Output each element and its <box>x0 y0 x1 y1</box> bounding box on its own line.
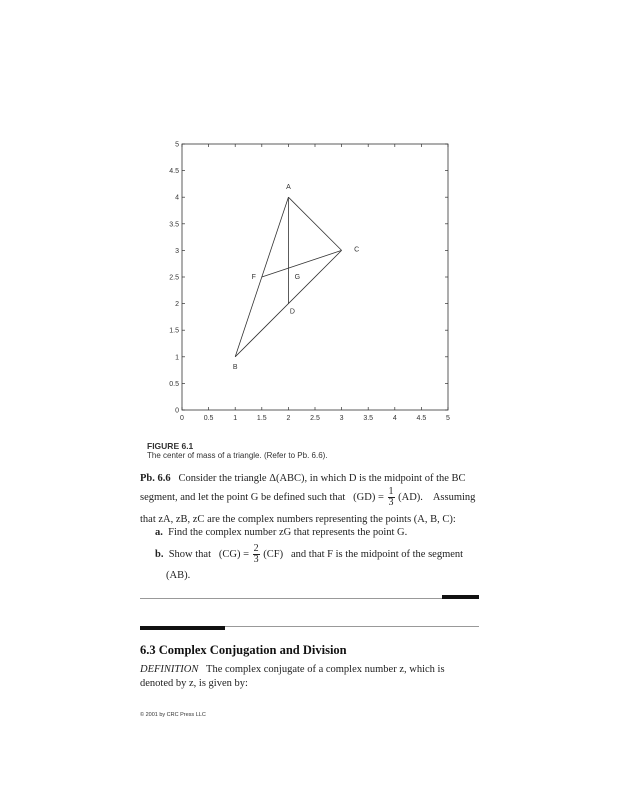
eq2-numerator: 2 <box>253 543 259 554</box>
problem-line-1 <box>140 473 466 484</box>
equation-gd <box>353 486 425 508</box>
x-tick-label: 5 <box>446 415 450 422</box>
eq2-denominator: 3 <box>253 554 259 565</box>
x-tick-label: 1 <box>233 415 238 422</box>
equation-cg <box>218 543 286 565</box>
part-b-pre: Show that <box>168 548 212 560</box>
x-tick-label: 2.5 <box>310 415 320 422</box>
point-labels <box>233 184 359 371</box>
section-rule-thick <box>140 626 225 630</box>
figure-label: FIGURE 6.1 <box>147 441 194 451</box>
problem-line1-text: Consider the triangle Δ(ABC), in which D is the midpoint of the BC <box>178 473 466 484</box>
end-rule-thick <box>442 595 479 599</box>
x-tick-label: 2 <box>286 415 291 422</box>
x-tick-label: 4 <box>392 415 397 422</box>
point-label-g: G <box>294 274 301 282</box>
eq2-rhs: (CF) <box>263 548 284 560</box>
y-tick-label: 4.5 <box>169 168 179 176</box>
end-rule-thin <box>140 598 479 599</box>
definition-line-1 <box>140 664 445 675</box>
eq1-rhs: (AD). <box>398 491 423 503</box>
section-heading: 6.3 Complex Conjugation and Division <box>140 643 347 657</box>
x-tick-label: 0.5 <box>203 415 214 422</box>
eq1-numerator: 1 <box>388 486 394 497</box>
eq1-fraction <box>388 487 395 508</box>
definition-line1-text: The complex conjugate of a complex number z, which is <box>206 664 445 675</box>
problem-line-2 <box>140 487 475 508</box>
point-label-f: F <box>251 274 256 281</box>
x-tick-label: 3 <box>339 415 344 422</box>
figure-caption: The center of mass of a triangle. (Refer to Pb. 6.6). <box>147 451 328 460</box>
y-tick-label: 1.5 <box>169 327 179 335</box>
y-tick-labels <box>169 142 179 415</box>
x-tick-label: 3.5 <box>363 415 374 422</box>
y-tick-label: 2.5 <box>169 274 179 282</box>
part-a <box>155 527 407 538</box>
x-tick-label: 4.5 <box>416 415 427 422</box>
problem-line2-pre: segment, and let the point G be defined such that <box>140 491 346 503</box>
part-a-text: Find the complex number zG that represents the point G. <box>168 527 408 538</box>
x-tick-labels <box>180 415 450 422</box>
y-tick-label: 3 <box>175 247 179 255</box>
point-label-c: C <box>354 246 360 254</box>
problem-label: Pb. 6.6 <box>140 473 171 484</box>
y-tick-label: 5 <box>175 141 179 149</box>
y-tick-label: 1 <box>175 354 179 362</box>
y-tick-label: 4 <box>175 194 179 202</box>
x-tick-label: 1.5 <box>256 415 267 422</box>
segment-cf <box>262 250 342 277</box>
y-tick-label: 2 <box>175 301 179 309</box>
definition-label: DEFINITION <box>140 664 199 675</box>
y-tick-label: 0.5 <box>169 380 179 388</box>
point-label-a: A <box>286 184 291 192</box>
eq2-fraction <box>253 544 260 565</box>
problem-line2-post: Assuming <box>432 491 476 503</box>
part-b-label: b. <box>155 548 164 560</box>
point-label-d: D <box>289 308 295 316</box>
point-label-b: B <box>232 363 238 371</box>
segment-ca <box>288 197 341 250</box>
part-b <box>155 544 463 565</box>
eq1-denominator: 3 <box>388 497 394 508</box>
part-b-line-2: (AB). <box>166 570 191 581</box>
x-tick-label: 0 <box>180 415 184 422</box>
copyright: © 2001 by CRC Press LLC <box>140 712 206 718</box>
definition-line-2: denoted by z, is given by: <box>140 678 248 689</box>
part-a-label: a. <box>155 527 163 538</box>
y-tick-label: 0 <box>175 407 179 415</box>
eq2-lhs: (CG) = <box>218 548 250 560</box>
eq1-lhs: (GD) = <box>353 491 384 503</box>
y-tick-label: 3.5 <box>169 221 179 229</box>
part-b-post: and that F is the midpoint of the segment <box>291 548 464 560</box>
problem-line-3: that zA, zB, zC are the complex numbers representing the points (A, B, C): <box>140 514 456 525</box>
